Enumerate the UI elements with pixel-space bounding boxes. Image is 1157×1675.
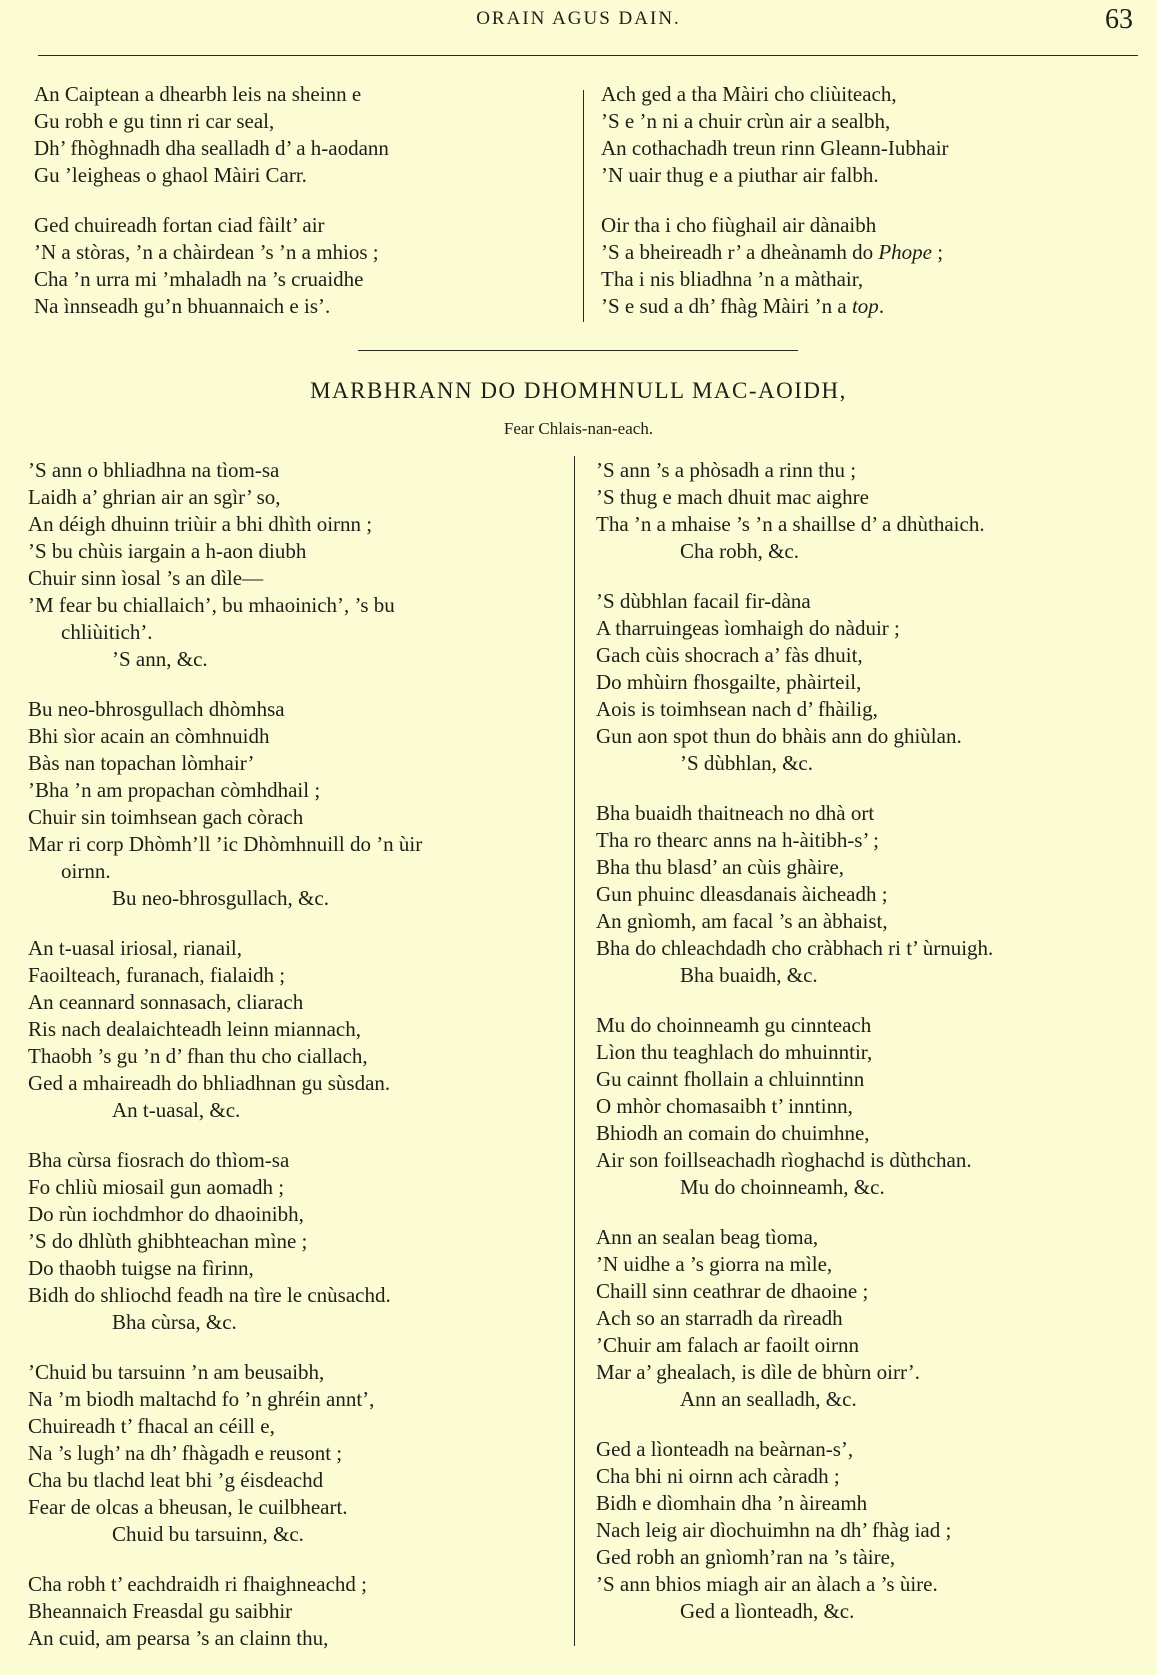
verse-line: Ach ged a tha Màiri cho cliùiteach, — [601, 82, 897, 106]
verse-line: Bha do chleachdadh cho cràbhach ri t’ ùrnuigh. — [596, 936, 994, 960]
verse-line: Air son foillseachadh rìoghachd is dùthchan. — [596, 1148, 972, 1172]
verse-line: ’S e ’n ni a chuir crùn air a sealbh, — [601, 109, 891, 133]
verse-line: An cothachadh treun rinn Gleann-Iubhair — [601, 136, 949, 160]
stanza — [28, 935, 568, 1124]
verse-line: An cuid, am pearsa ’s an clainn thu, — [28, 1626, 329, 1650]
stanza — [596, 457, 1156, 565]
verse-line: Gu robh e gu tinn ri car seal, — [34, 109, 275, 133]
verse-line: Fo chliù miosail gun aomadh ; — [28, 1175, 285, 1199]
verse-line: Ach so an starradh da rìreadh — [596, 1306, 843, 1330]
verse-line: Gun phuinc dleasdanais àicheadh ; — [596, 882, 888, 906]
verse-line: Chaill sinn ceathrar de dhaoine ; — [596, 1279, 869, 1303]
stanza — [596, 1012, 1156, 1201]
verse-line: ’N uidhe a ’s giorra na mìle, — [596, 1252, 833, 1276]
italic-word: Phope — [878, 240, 933, 264]
verse-line: Thaobh ’s gu ’n d’ fhan thu cho ciallach, — [28, 1044, 368, 1068]
verse-line-continuation: chliùitich’. — [61, 620, 153, 644]
verse-line: Bhi sìor acain an còmhnuidh — [28, 724, 270, 748]
poem-right-column — [596, 457, 1156, 1648]
verse-line: ’S ann bhios miagh air an àlach a ’s ùire. — [596, 1572, 938, 1596]
verse-line: Bàs nan topachan lòmhair’ — [28, 751, 255, 775]
section-rule — [358, 350, 798, 351]
verse-line: Chuir sinn ìosal ’s an dìle— — [28, 566, 264, 590]
refrain: Chuid bu tarsuinn, &c. — [112, 1522, 304, 1546]
verse-line: Gach cùis shocrach a’ fàs dhuit, — [596, 643, 863, 667]
stanza — [28, 696, 568, 912]
stanza — [34, 212, 554, 320]
verse-line: ’Bha ’n am propachan còmhdhail ; — [28, 778, 321, 802]
verse-line: O mhòr chomasaibh t’ inntinn, — [596, 1094, 853, 1118]
verse-line: ’N a stòras, ’n a chàirdean ’s ’n a mhios ; — [34, 240, 379, 264]
verse-line: ’S ann ’s a phòsadh a rinn thu ; — [596, 458, 857, 482]
italic-word: top — [851, 294, 879, 318]
verse-line: Ged a lìonteadh na beàrnan-s’, — [596, 1437, 854, 1461]
verse-line: Cha bu tlachd leat bhi ’g éisdeachd — [28, 1468, 324, 1492]
refrain: Bu neo-bhrosgullach, &c. — [112, 886, 329, 910]
verse-line: An déigh dhuinn triùir a bhi dhìth oirnn ; — [28, 512, 373, 536]
stanza — [28, 1571, 568, 1652]
stanza — [596, 1224, 1156, 1413]
verse-line: Cha robh t’ eachdraidh ri fhaighneachd ; — [28, 1572, 367, 1596]
refrain: Bha buaidh, &c. — [680, 963, 818, 987]
page-number: 63 — [1105, 4, 1133, 35]
verse-line: An t-uasal iriosal, rianail, — [28, 936, 243, 960]
verse-line: Bha buaidh thaitneach no dhà ort — [596, 801, 875, 825]
verse-line: Bheannaich Freasdal gu saibhir — [28, 1599, 293, 1623]
verse-line: Do mhùirn fhosgailte, phàirteil, — [596, 670, 862, 694]
refrain: Ged a lìonteadh, &c. — [680, 1599, 855, 1623]
verse-line: Gu cainnt fhollain a chluinntinn — [596, 1067, 865, 1091]
verse-line: Do thaobh tuigse na fìrinn, — [28, 1256, 254, 1280]
poem-column-divider — [574, 456, 575, 1646]
verse-line: Bidh e dìomhain dha ’n àireamh — [596, 1491, 868, 1515]
verse-line: Dh’ fhòghnadh dha sealladh d’ a h-aodann — [34, 136, 389, 160]
verse-line: Bhiodh an comain do chuimhne, — [596, 1121, 870, 1145]
verse-line: Ged a mhaireadh do bhliadhnan gu sùsdan. — [28, 1071, 391, 1095]
verse-line: Mar a’ ghealach, is dìle de bhùrn oirr’. — [596, 1360, 921, 1384]
verse-line: Tha ro thearc anns na h-àitibh-s’ ; — [596, 828, 879, 852]
refrain: Bha cùrsa, &c. — [112, 1310, 237, 1334]
poem-left-column — [28, 457, 568, 1675]
verse-line: ’S dùbhlan facail fir-dàna — [596, 589, 811, 613]
verse-line: Mu do choinneamh gu cinnteach — [596, 1013, 872, 1037]
poem-title: MARBHRANN DO DHOMHNULL MAC-AOIDH, — [310, 378, 847, 403]
verse-line: ’S ann o bhliadhna na tìom-sa — [28, 458, 280, 482]
verse-line: A tharruingeas ìomhaigh do nàduir ; — [596, 616, 900, 640]
top-column-divider — [583, 90, 584, 322]
header-rule — [38, 55, 1138, 56]
poem-subtitle: Fear Chlais-nan-each. — [503, 419, 654, 438]
verse-line: Fear de olcas a bheusan, le cuilbheart. — [28, 1495, 348, 1519]
verse-line: Cha bhi ni oirnn ach càradh ; — [596, 1464, 840, 1488]
verse-line: Na ’s lugh’ na dh’ fhàgadh e reusont ; — [28, 1441, 343, 1465]
verse-line: Cha ’n urra mi ’mhaladh na ’s cruaidhe — [34, 267, 364, 291]
stanza — [34, 81, 554, 189]
verse-line: ’S a bheireadh r’ a dheànamh do Phope ; — [601, 240, 944, 264]
verse-line: An ceannard sonnasach, cliarach — [28, 990, 304, 1014]
refrain: ’S dùbhlan, &c. — [680, 751, 813, 775]
verse-line: ’Chuid bu tarsuinn ’n am beusaibh, — [28, 1360, 325, 1384]
verse-line: Chuireadh t’ fhacal an céill e, — [28, 1414, 275, 1438]
verse-line: Aois is toimhsean nach d’ fhàilig, — [596, 697, 878, 721]
verse-line: Ged chuireadh fortan ciad fàilt’ air — [34, 213, 325, 237]
verse-line: ’S thug e mach dhuit mac aighre — [596, 485, 869, 509]
stanza — [601, 81, 1141, 189]
verse-line: An gnìomh, am facal ’s an àbhaist, — [596, 909, 888, 933]
verse-line: ’S e sud a dh’ fhàg Màiri ’n a top. — [601, 294, 885, 318]
verse-line: Laidh a’ ghrian air an sgìr’ so, — [28, 485, 281, 509]
verse-line: Mar ri corp Dhòmh’ll ’ic Dhòmhnuill do ’n ùir — [28, 832, 423, 856]
stanza — [596, 1436, 1156, 1625]
verse-line: An Caiptean a dhearbh leis na sheinn e — [34, 82, 362, 106]
verse-line: ’N uair thug e a piuthar air falbh. — [601, 163, 879, 187]
stanza — [596, 588, 1156, 777]
verse-line: Na ìnnseadh gu’n bhuannaich e is’. — [34, 294, 331, 318]
refrain: An t-uasal, &c. — [112, 1098, 241, 1122]
verse-text: ’S e sud a dh’ fhàg Màiri ’n a — [601, 294, 847, 318]
verse-line: Gu ’leigheas o ghaol Màiri Carr. — [34, 163, 307, 187]
verse-line: Oir tha i cho fiùghail air dànaibh — [601, 213, 877, 237]
verse-line: Nach leig air dìochuimhn na dh’ fhàg iad ; — [596, 1518, 952, 1542]
verse-line: ’S do dhlùth ghibhteachan mìne ; — [28, 1229, 308, 1253]
verse-line: Tha i nis bliadhna ’n a màthair, — [601, 267, 864, 291]
verse-line: Ged robh an gnìomh’ran na ’s tàire, — [596, 1545, 896, 1569]
verse-line: ’Chuir am falach ar faoilt oirnn — [596, 1333, 859, 1357]
verse-line: Lìon thu teaghlach do mhuinntir, — [596, 1040, 873, 1064]
verse-line: Ris nach dealaichteadh leinn miannach, — [28, 1017, 361, 1041]
verse-line: Faoilteach, furanach, fialaidh ; — [28, 963, 286, 987]
verse-line: Na ’m biodh maltachd fo ’n ghréin annt’, — [28, 1387, 375, 1411]
verse-line: Bu neo-bhrosgullach dhòmhsa — [28, 697, 285, 721]
top-left-column — [34, 81, 554, 343]
verse-line: Bidh do shliochd feadh na tìre le cnùsachd. — [28, 1283, 391, 1307]
top-right-column — [601, 81, 1141, 343]
verse-line: ’S bu chùis iargain a h-aon diubh — [28, 539, 307, 563]
verse-line: Gun aon spot thun do bhàis ann do ghiùlan. — [596, 724, 962, 748]
refrain: Ann an sealladh, &c. — [680, 1387, 857, 1411]
verse-line-continuation: oirnn. — [61, 859, 111, 883]
verse-line: Bha thu blasd’ an cùis ghàire, — [596, 855, 845, 879]
stanza — [28, 1147, 568, 1336]
verse-line: Do rùn iochdmhor do dhaoinibh, — [28, 1202, 304, 1226]
refrain: ’S ann, &c. — [112, 647, 208, 671]
verse-line: Bha cùrsa fiosrach do thìom-sa — [28, 1148, 290, 1172]
stanza — [601, 212, 1141, 320]
verse-text: ’S a bheireadh r’ a dheànamh do — [601, 240, 874, 264]
stanza — [28, 457, 568, 673]
stanza — [28, 1359, 568, 1548]
refrain: Mu do choinneamh, &c. — [680, 1175, 885, 1199]
verse-line: Tha ’n a mhaise ’s ’n a shaillse d’ a dhùthaich. — [596, 512, 985, 536]
verse-line: Ann an sealan beag tìoma, — [596, 1225, 819, 1249]
stanza — [596, 800, 1156, 989]
refrain: Cha robh, &c. — [680, 539, 799, 563]
running-head: ORAIN AGUS DAIN. — [476, 8, 681, 29]
verse-line: ’M fear bu chiallaich’, bu mhaoinich’, ’s bu — [28, 593, 395, 617]
verse-line: Chuir sin toimhsean gach còrach — [28, 805, 304, 829]
